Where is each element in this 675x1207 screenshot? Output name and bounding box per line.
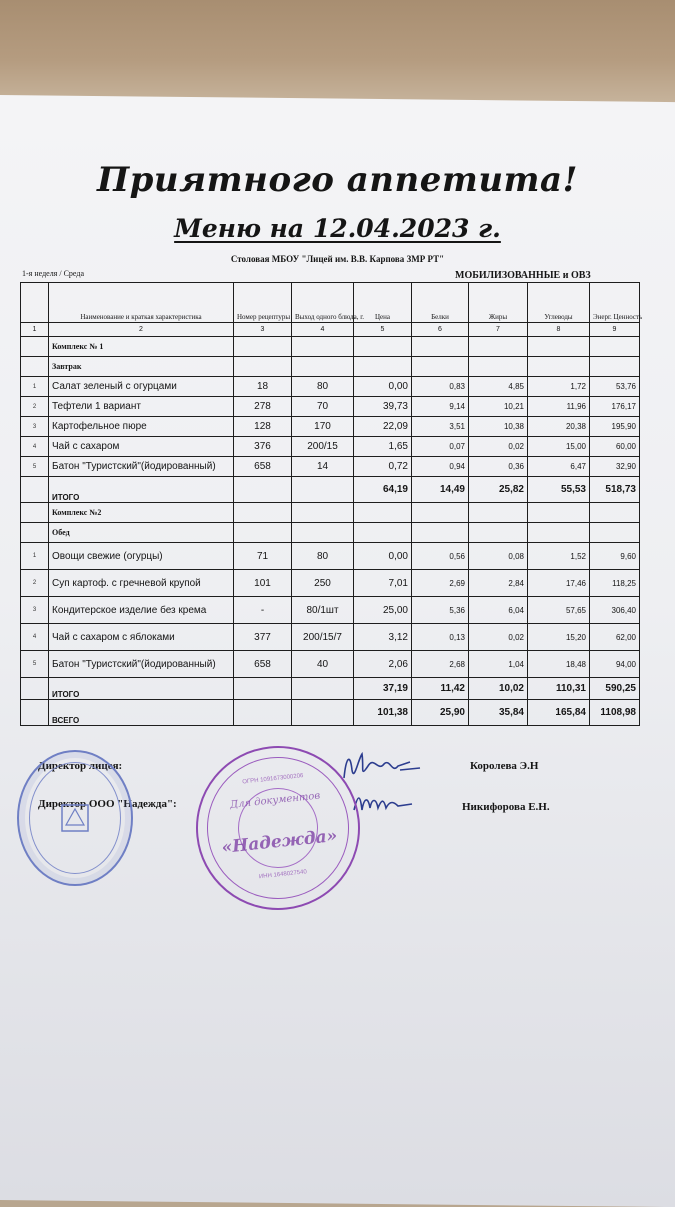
index-cell [21, 523, 49, 543]
meal-breakfast-label: Завтрак [49, 357, 234, 377]
table-row [21, 457, 640, 477]
protein-cell: 5,36 [412, 597, 469, 624]
carbs-cell: 15,20 [528, 624, 590, 651]
table-row [21, 377, 640, 397]
recipe-number: 658 [234, 457, 292, 477]
col-number: 3 [234, 323, 292, 337]
empty-cell [590, 337, 640, 357]
protein-cell: 0,07 [412, 437, 469, 457]
table-row [21, 417, 640, 437]
energy-cell: 94,00 [590, 651, 640, 678]
dish-name: Салат зеленый с огурцами [49, 377, 234, 397]
fat-cell: 6,04 [469, 597, 528, 624]
empty-cell [528, 337, 590, 357]
section-row [21, 357, 640, 377]
empty-cell [354, 357, 412, 377]
empty-cell [412, 357, 469, 377]
energy-cell: 62,00 [590, 624, 640, 651]
energy-cell: 118,25 [590, 570, 640, 597]
index-cell [21, 477, 49, 503]
total-price: 101,38 [354, 700, 412, 726]
total-energy: 518,73 [590, 477, 640, 503]
protein-cell: 3,51 [412, 417, 469, 437]
total-row-complex-2 [21, 678, 640, 700]
energy-cell: 306,40 [590, 597, 640, 624]
protein-cell: 9,14 [412, 397, 469, 417]
col-number: 4 [292, 323, 354, 337]
protein-cell: 2,69 [412, 570, 469, 597]
table-row [21, 624, 640, 651]
empty-cell [528, 503, 590, 523]
table-row [21, 570, 640, 597]
section-row [21, 503, 640, 523]
stamp-company-name: «Надежда» [220, 825, 339, 858]
empty-cell [528, 523, 590, 543]
complex-2-label: Комплекс №2 [49, 503, 234, 523]
dish-name: Суп картоф. с гречневой крупой [49, 570, 234, 597]
director-ooo-name: Никифорова Е.Н. [462, 801, 550, 813]
dish-name: Овощи свежие (огурцы) [49, 543, 234, 570]
empty-cell [354, 337, 412, 357]
portion-weight: 250 [292, 570, 354, 597]
fat-cell: 0,08 [469, 543, 528, 570]
fat-cell: 10,21 [469, 397, 528, 417]
empty-cell [469, 523, 528, 543]
carbs-cell: 18,48 [528, 651, 590, 678]
col-number: 8 [528, 323, 590, 337]
protein-cell: 0,56 [412, 543, 469, 570]
empty-cell [292, 700, 354, 726]
price-cell: 39,73 [354, 397, 412, 417]
col-number: 6 [412, 323, 469, 337]
menu-table-body [21, 337, 640, 726]
row-index: 4 [21, 624, 49, 651]
portion-weight: 80 [292, 377, 354, 397]
col-number: 9 [590, 323, 640, 337]
recipe-number: 18 [234, 377, 292, 397]
carbs-cell: 20,38 [528, 417, 590, 437]
empty-cell [528, 357, 590, 377]
carbs-cell: 1,72 [528, 377, 590, 397]
col-number: 7 [469, 323, 528, 337]
empty-cell [234, 477, 292, 503]
dish-name: Чай с сахаром с яблоками [49, 624, 234, 651]
energy-cell: 53,76 [590, 377, 640, 397]
total-protein: 25,90 [412, 700, 469, 726]
menu-table [20, 282, 643, 726]
price-cell: 2,06 [354, 651, 412, 678]
recipe-number: 128 [234, 417, 292, 437]
row-index: 3 [21, 417, 49, 437]
recipe-number: 376 [234, 437, 292, 457]
price-cell: 0,72 [354, 457, 412, 477]
index-cell [21, 678, 49, 700]
portion-weight: 40 [292, 651, 354, 678]
price-cell: 1,65 [354, 437, 412, 457]
col-weight-header: Выход одного блюда, г. [292, 283, 354, 323]
total-energy: 590,25 [590, 678, 640, 700]
col-number: 2 [49, 323, 234, 337]
energy-cell: 32,90 [590, 457, 640, 477]
empty-cell [469, 337, 528, 357]
portion-weight: 80/1шт [292, 597, 354, 624]
index-cell [21, 700, 49, 726]
column-numbers-row [21, 323, 640, 337]
empty-cell [234, 700, 292, 726]
empty-cell [234, 337, 292, 357]
empty-cell [292, 503, 354, 523]
empty-cell [469, 503, 528, 523]
empty-cell [590, 357, 640, 377]
fat-cell: 0,02 [469, 624, 528, 651]
protein-cell: 0,94 [412, 457, 469, 477]
fat-cell: 10,38 [469, 417, 528, 437]
signature-ooo [350, 788, 420, 820]
protein-cell: 2,68 [412, 651, 469, 678]
grand-total-row [21, 700, 640, 726]
protein-cell: 0,83 [412, 377, 469, 397]
total-carbs: 165,84 [528, 700, 590, 726]
row-index: 5 [21, 651, 49, 678]
index-cell [21, 503, 49, 523]
carbs-cell: 17,46 [528, 570, 590, 597]
col-protein-header: Белки [412, 283, 469, 323]
fat-cell: 4,85 [469, 377, 528, 397]
energy-cell: 195,90 [590, 417, 640, 437]
carbs-cell: 57,65 [528, 597, 590, 624]
empty-cell [292, 477, 354, 503]
portion-weight: 200/15 [292, 437, 354, 457]
empty-cell [234, 503, 292, 523]
empty-cell [234, 523, 292, 543]
row-index: 1 [21, 377, 49, 397]
recipe-number: 71 [234, 543, 292, 570]
fat-cell: 0,02 [469, 437, 528, 457]
price-cell: 0,00 [354, 377, 412, 397]
table-row [21, 543, 640, 570]
fat-cell: 0,36 [469, 457, 528, 477]
table-row [21, 397, 640, 417]
recipe-number: 101 [234, 570, 292, 597]
total-fat: 25,82 [469, 477, 528, 503]
recipe-number: - [234, 597, 292, 624]
table-row [21, 437, 640, 457]
carbs-cell: 11,96 [528, 397, 590, 417]
total-price: 37,19 [354, 678, 412, 700]
empty-cell [590, 523, 640, 543]
carbs-cell: 15,00 [528, 437, 590, 457]
empty-cell [292, 678, 354, 700]
dish-name: Тефтели 1 вариант [49, 397, 234, 417]
total-carbs: 110,31 [528, 678, 590, 700]
total-price: 64,19 [354, 477, 412, 503]
total-carbs: 55,53 [528, 477, 590, 503]
director-lyceum-label: Директор лицея: [38, 760, 123, 772]
col-carbs-header: Углеводы [528, 283, 590, 323]
signature-lyceum [340, 748, 430, 788]
price-cell: 0,00 [354, 543, 412, 570]
total-row-complex-1 [21, 477, 640, 503]
stamp-inn: ИНН 1648027540 [258, 869, 308, 881]
stamp-inner-ring [29, 762, 121, 874]
recipe-number: 278 [234, 397, 292, 417]
empty-cell [354, 503, 412, 523]
col-fat-header: Жиры [469, 283, 528, 323]
empty-cell [469, 357, 528, 377]
row-index: 2 [21, 570, 49, 597]
empty-cell [292, 357, 354, 377]
total-label: ВСЕГО [49, 700, 234, 726]
empty-cell [234, 357, 292, 377]
stamp-ogrn: ОГРН 1091673000206 [242, 773, 304, 786]
dish-name: Картофельное пюре [49, 417, 234, 437]
category-label: МОБИЛИЗОВАННЫЕ и ОВЗ [455, 270, 591, 281]
stamp-for-documents: Для документов [229, 790, 321, 811]
row-index: 1 [21, 543, 49, 570]
meal-lunch-label: Обед [49, 523, 234, 543]
header-row [21, 283, 640, 323]
carbs-cell: 1,52 [528, 543, 590, 570]
energy-cell: 176,17 [590, 397, 640, 417]
total-label: ИТОГО [49, 678, 234, 700]
empty-cell [354, 523, 412, 543]
row-index: 2 [21, 397, 49, 417]
recipe-number: 377 [234, 624, 292, 651]
table-row [21, 597, 640, 624]
total-protein: 14,49 [412, 477, 469, 503]
col-name-header: Наименование и краткая характеристика [49, 283, 234, 323]
fat-cell: 1,04 [469, 651, 528, 678]
total-protein: 11,42 [412, 678, 469, 700]
organization-name: Столовая МБОУ "Лицей им. В.В. Карпова ЗМР РТ" [230, 254, 445, 264]
total-energy: 1108,98 [590, 700, 640, 726]
col-number: 1 [21, 323, 49, 337]
fat-cell: 2,84 [469, 570, 528, 597]
empty-cell [412, 337, 469, 357]
total-fat: 35,84 [469, 700, 528, 726]
energy-cell: 9,60 [590, 543, 640, 570]
director-lyceum-name: Королева Э.Н [470, 760, 539, 772]
index-cell [21, 357, 49, 377]
greeting-title: Приятного аппетита! [97, 160, 578, 200]
price-cell: 3,12 [354, 624, 412, 651]
recipe-number: 658 [234, 651, 292, 678]
portion-weight: 80 [292, 543, 354, 570]
col-recipe-header: Номер рецептуры [234, 283, 292, 323]
dish-name: Батон "Туристский"(йодированный) [49, 457, 234, 477]
total-fat: 10,02 [469, 678, 528, 700]
portion-weight: 14 [292, 457, 354, 477]
empty-cell [590, 503, 640, 523]
col-price-header: Цена [354, 283, 412, 323]
menu-date-title: Меню на 12.04.2023 г. [174, 214, 501, 243]
director-ooo-label: Директор ООО "Надежда": [38, 798, 177, 810]
energy-cell: 60,00 [590, 437, 640, 457]
table-row [21, 651, 640, 678]
carbs-cell: 6,47 [528, 457, 590, 477]
complex-1-label: Комплекс № 1 [49, 337, 234, 357]
total-label: ИТОГО [49, 477, 234, 503]
row-index: 3 [21, 597, 49, 624]
portion-weight: 200/15/7 [292, 624, 354, 651]
row-index: 4 [21, 437, 49, 457]
index-cell [21, 337, 49, 357]
empty-cell [412, 503, 469, 523]
empty-cell [234, 678, 292, 700]
col-index-header [21, 283, 49, 323]
price-cell: 25,00 [354, 597, 412, 624]
col-energy-header: Энерг. Ценность [590, 283, 640, 323]
empty-cell [292, 337, 354, 357]
dish-name: Кондитерское изделие без крема [49, 597, 234, 624]
portion-weight: 170 [292, 417, 354, 437]
dish-name: Чай с сахаром [49, 437, 234, 457]
section-row [21, 523, 640, 543]
empty-cell [292, 523, 354, 543]
col-number: 5 [354, 323, 412, 337]
protein-cell: 0,13 [412, 624, 469, 651]
dish-name: Батон "Туристский"(йодированный) [49, 651, 234, 678]
portion-weight: 70 [292, 397, 354, 417]
lyceum-stamp [17, 750, 133, 886]
price-cell: 22,09 [354, 417, 412, 437]
price-cell: 7,01 [354, 570, 412, 597]
week-day: 1-я неделя / Среда [22, 269, 84, 278]
empty-cell [412, 523, 469, 543]
row-index: 5 [21, 457, 49, 477]
section-row [21, 337, 640, 357]
